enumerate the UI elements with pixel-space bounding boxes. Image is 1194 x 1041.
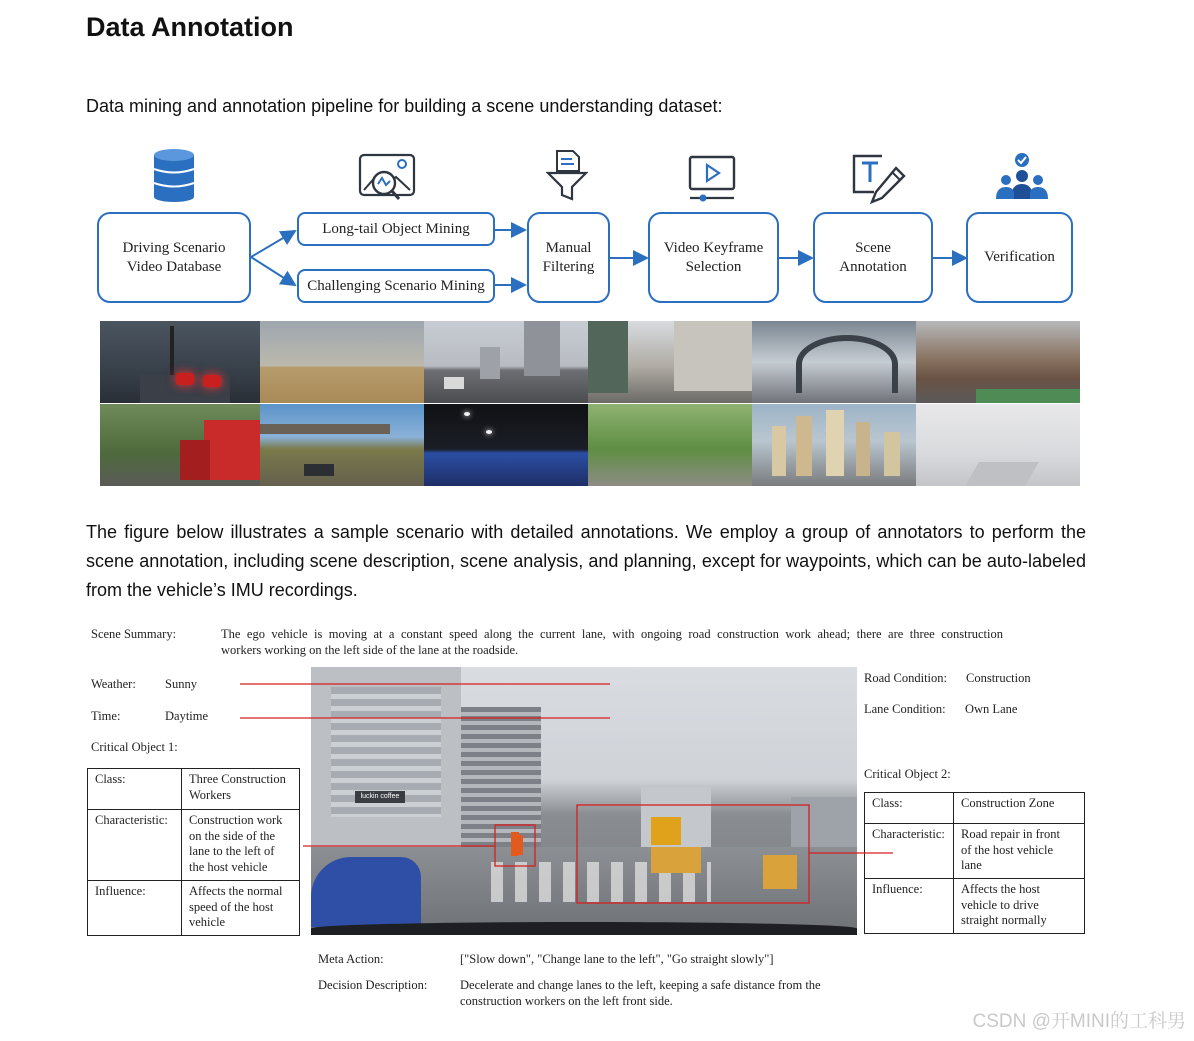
shop-sign: luckin coffee (355, 791, 405, 803)
meta-action-label: Meta Action: (318, 952, 384, 966)
gallery-image-urban-street (588, 321, 752, 403)
scene-line1: Scene (855, 239, 891, 256)
manual-line2: Filtering (542, 258, 595, 275)
gallery-image-foggy-bridge (100, 321, 264, 403)
influence-value-line: vehicle to drive (961, 897, 1039, 912)
class-label: Class: (872, 796, 903, 810)
characteristic-value-line: the host vehicle (189, 859, 268, 874)
gallery-image-bridge-road (260, 404, 424, 486)
gallery-image-mountain-road (916, 321, 1080, 403)
influence-value-line: Affects the host (961, 882, 1040, 896)
keyframe-line2: Selection (685, 258, 742, 275)
image-search-icon (358, 152, 416, 204)
characteristic-label: Characteristic: (95, 813, 168, 827)
challenging-box (297, 269, 495, 303)
influence-value-line: straight normally (961, 913, 1047, 927)
verification-box (966, 212, 1073, 303)
scene-summary-line1: The ego vehicle is moving at a constant speed along the current lane, with ongoing road construction work ahead; there are three construction (221, 627, 1003, 641)
influence-value-line: vehicle (189, 915, 226, 929)
meta-action-value: ["Slow down", "Change lane to the left", "Go straight slowly"] (460, 952, 774, 966)
longtail-box (297, 212, 495, 246)
description-text: The figure below illustrates a sample scenario with detailed annotations. We employ a group of annotators to perform the scene annotation, including scene description, scene analysis, and planning, except for waypoints, which can be auto-labeled from the vehicle’s IMU recordings. (86, 522, 1086, 600)
lane-condition-value: Own Lane (965, 702, 1018, 716)
characteristic-value-line: on the side of the (189, 828, 276, 843)
time-label: Time: (91, 709, 121, 723)
critical-object-2-title: Critical Object 2: (864, 767, 951, 781)
arrow-db-challenging (251, 257, 295, 285)
lane-condition-label: Lane Condition: (864, 702, 946, 716)
dashboard (311, 922, 857, 935)
challenging-label: Challenging Scenario Mining (307, 277, 485, 294)
arrow-db-longtail (251, 231, 295, 257)
class-label: Class: (95, 772, 126, 786)
gallery-image-dark-tunnel (424, 404, 588, 486)
construction-zone-box (577, 805, 809, 903)
database-box (97, 212, 251, 303)
decision-line2: construction workers on the left front side. (460, 994, 673, 1008)
funnel-document-icon (546, 149, 588, 203)
characteristic-value-line: Road repair in front (961, 827, 1060, 841)
text-edit-icon (852, 154, 906, 206)
influence-value-line: speed of the host (189, 899, 274, 914)
characteristic-value-line: lane to the left of (189, 844, 275, 858)
gallery-image-skyline (752, 404, 916, 486)
gallery-image-tunnel-arch (752, 321, 916, 403)
weather-value: Sunny (165, 677, 197, 691)
gallery-image-snowy-road (916, 404, 1080, 486)
road-condition-value: Construction (966, 671, 1031, 685)
characteristic-value-line: Construction work (189, 813, 283, 827)
longtail-label: Long-tail Object Mining (322, 220, 470, 237)
page-title: Data Annotation (86, 12, 294, 42)
video-play-icon (688, 155, 736, 203)
influence-label: Influence: (95, 884, 146, 898)
scene-annotation-box (813, 212, 933, 303)
database-line1: Driving Scenario (122, 239, 226, 256)
keyframe-line1: Video Keyframe (663, 239, 764, 256)
critical-object-1-title: Critical Object 1: (91, 740, 178, 754)
influence-value-line: Affects the normal (189, 884, 283, 898)
influence-label: Influence: (872, 882, 923, 896)
intro-text: Data mining and annotation pipeline for building a scene understanding dataset: (86, 96, 723, 116)
road-condition-label: Road Condition: (864, 671, 947, 685)
workers-box (495, 825, 535, 866)
team-check-icon (995, 151, 1049, 201)
gallery-image-green-trees (588, 404, 752, 486)
manual-line1: Manual (545, 239, 592, 256)
characteristic-label: Characteristic: (872, 827, 945, 841)
characteristic-value-line: of the host vehicle (961, 842, 1053, 857)
database-icon (151, 147, 197, 203)
scene-summary-label: Scene Summary: (91, 627, 177, 641)
class-value-line: Workers (189, 787, 232, 802)
scene-summary-line2: workers working on the left side of the lane at the roadside. (221, 643, 519, 657)
class-value-line: Three Construction (189, 772, 286, 786)
time-value: Daytime (165, 709, 209, 723)
keyframe-box (648, 212, 779, 303)
gallery-image-desert-road (260, 321, 424, 403)
manual-filtering-box (527, 212, 610, 303)
watermark: CSDN @开MINI的工科男 (972, 1011, 1186, 1032)
verification-label: Verification (984, 249, 1055, 265)
class-value-line: Construction Zone (961, 796, 1055, 810)
database-line2: Video Database (126, 258, 222, 275)
highlight-overlay (0, 660, 1194, 910)
weather-label: Weather: (91, 677, 136, 691)
scene-line2: Annotation (839, 258, 907, 275)
gallery-image-red-truck (100, 404, 264, 486)
decision-label: Decision Description: (318, 978, 428, 992)
gallery-image-city-highway (424, 321, 588, 403)
decision-line1: Decelerate and change lanes to the left, keeping a safe distance from the (460, 978, 821, 992)
characteristic-value-line: lane (961, 858, 982, 872)
